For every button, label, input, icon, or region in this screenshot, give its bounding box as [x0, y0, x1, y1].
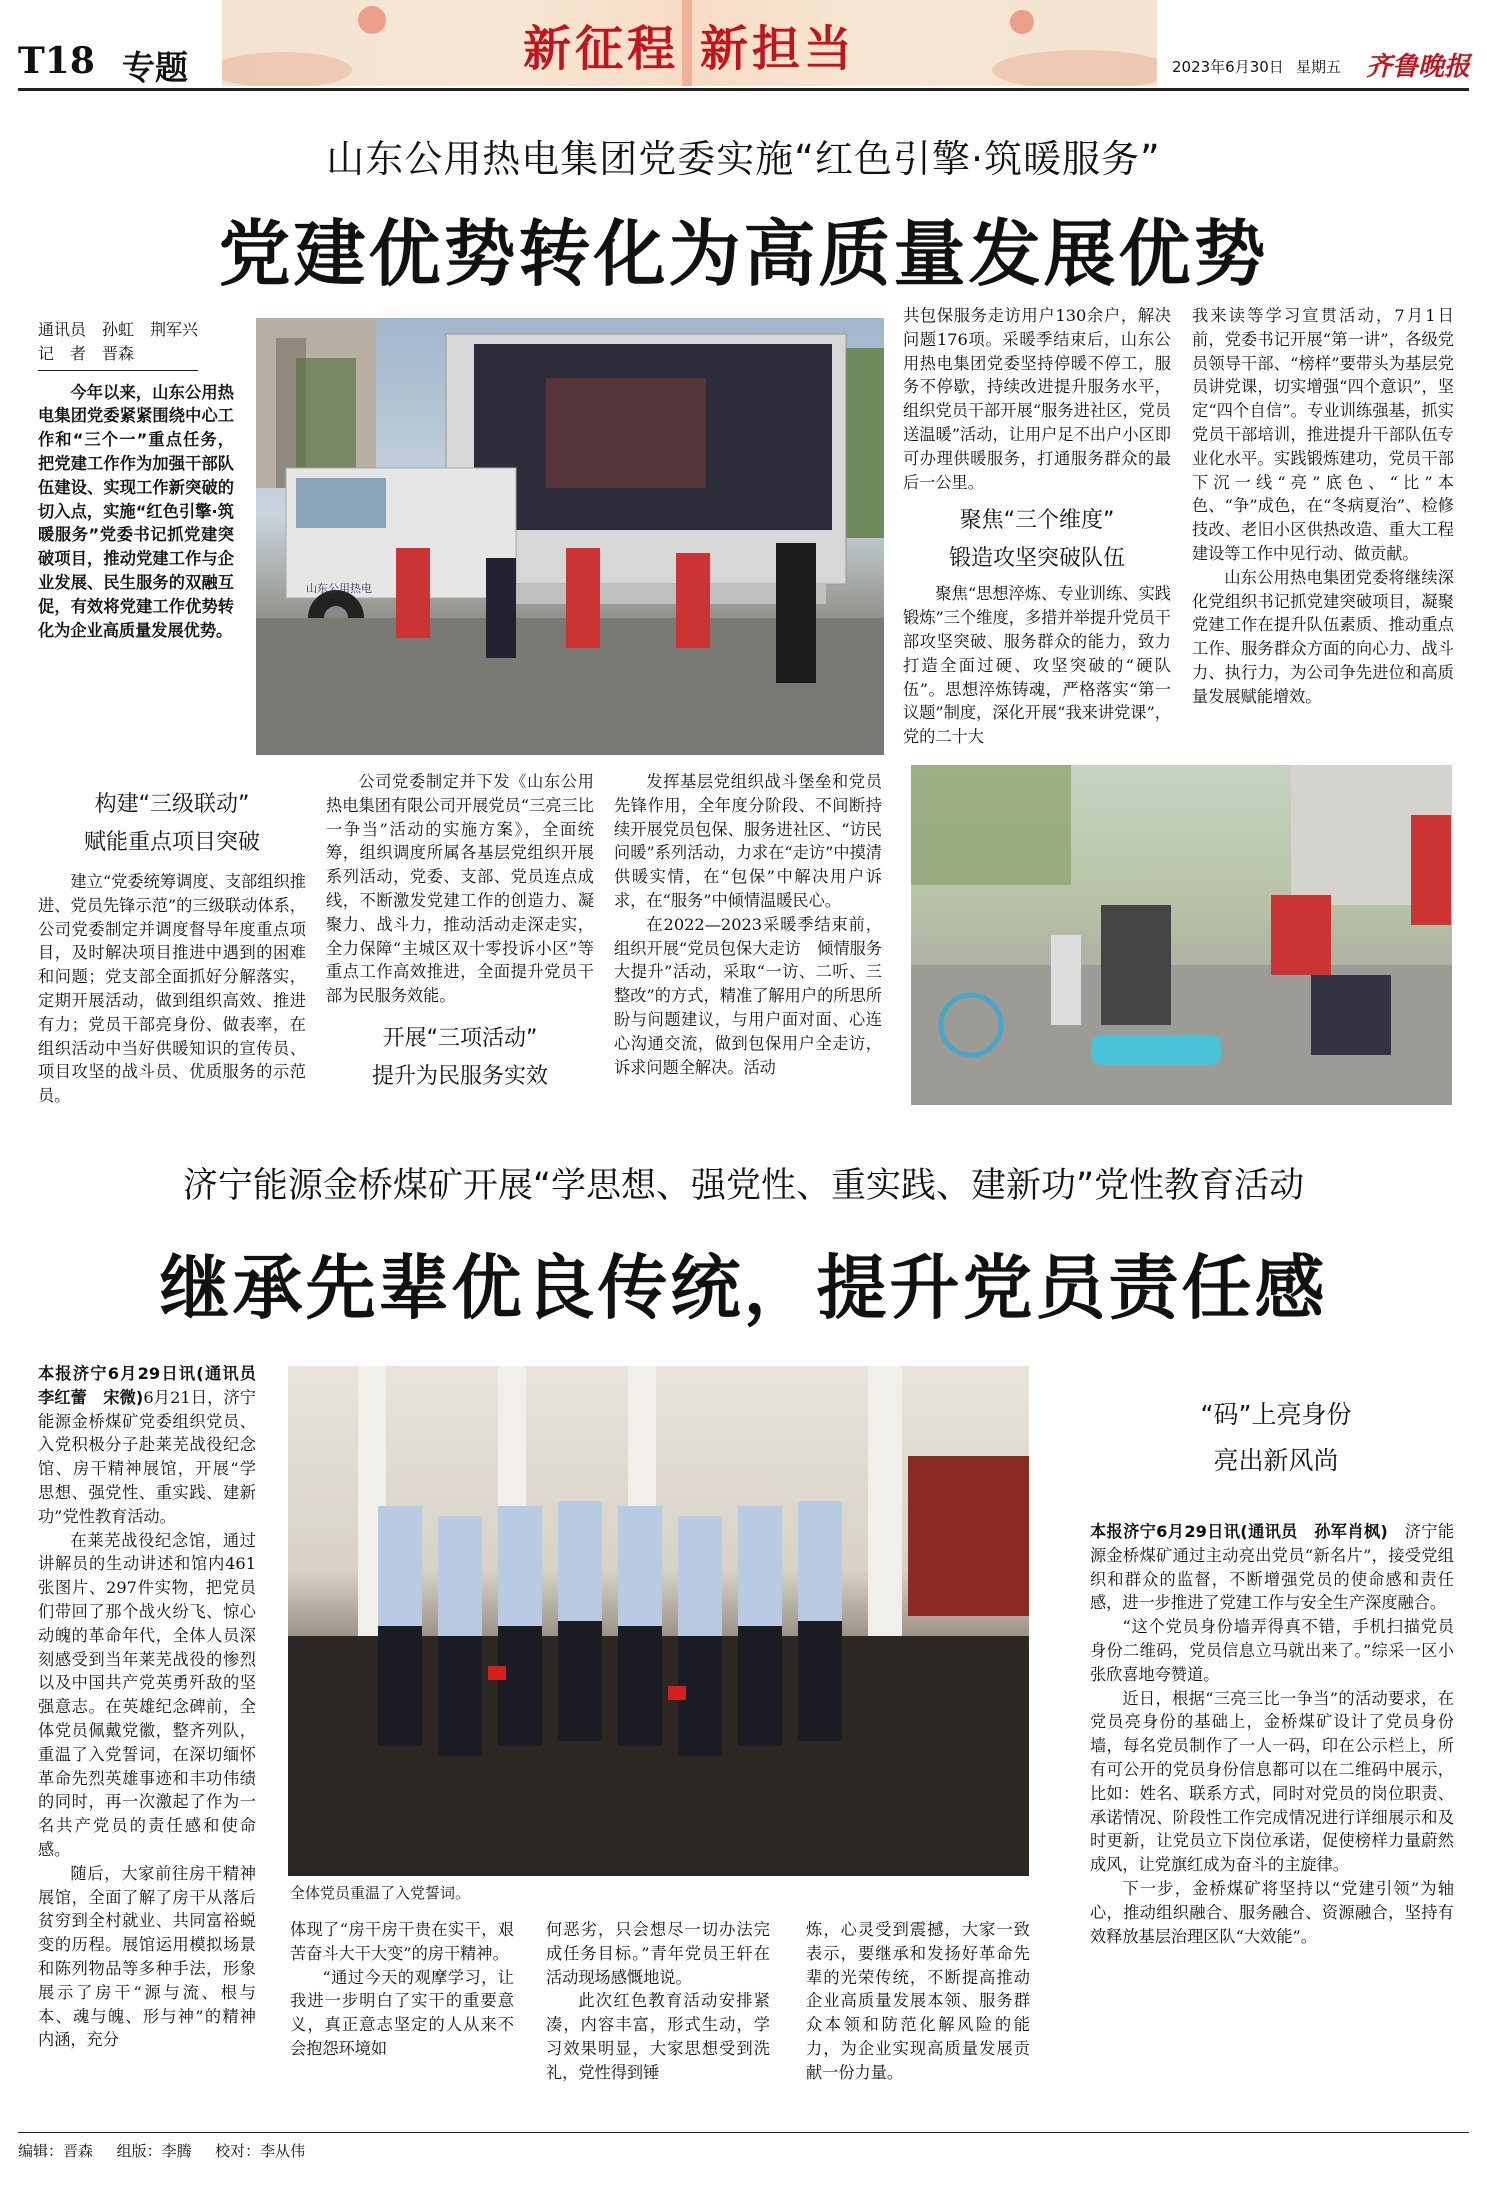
article1-col2-p1: 公司党委制定并下发《山东公用热电集团有限公司开展党员“三亮三比一争当”活动的实施方案》，全面统筹，组织调度所属各基层党组织开展系列活动，党委、支部、党员连点成线，不断激发党建工作的创造力、凝聚力、战斗力，推动活动走深走实，全力保障“主城区双十零投诉小区”等重点工作高效推进，全面提升党员干部为民服务效能。	[326, 772, 594, 1006]
masthead	[0, 0, 1487, 92]
byline-rule	[38, 370, 198, 371]
article2-col1-p3: 随后，大家前往房干精神展馆，全面了解了房干从落后贫穷到全村就业、共同富裕蜕变的历程。展馆运用模拟场景和陈列物品等多种手法，形象展示了房干“源与流、根与本、魂与魄、形与神”的精神内涵，充分	[38, 1863, 256, 2050]
article1-col2	[326, 770, 594, 1096]
article1-headline: 党建优势转化为高质量发展优势	[218, 211, 1269, 296]
article1-subhead1	[38, 786, 306, 862]
article2-col3-p2: 此次红色教育活动安排紧凑，内容丰富，形式生动，学习效果明显，大家思想受到洗礼，党性得到锤	[546, 1991, 770, 2082]
service-scene-icon	[911, 765, 1452, 1105]
article1-lead: 今年以来，山东公用热电集团党委紧紧围绕中心工作和“三个一”重点任务，把党建工作作为加强干部队伍建设、实现工作新突破的切入点，实施“红色引擎·筑暖服务”党委书记抓党建突破项目，推动党建工作与企业发展、民生服务的双融互促，有效将党建工作优势转化为企业高质量发展优势。	[38, 382, 234, 640]
oath-scene-icon	[288, 1366, 1029, 1876]
issue-weekday: 星期五	[1296, 58, 1342, 76]
truck-label: 山东公用热电	[306, 582, 372, 595]
article1-col5-p1: 我来读等学习宣贯活动，7月1日前，党委书记开展“第一讲”，各级党员领导干部、“榜样”要带头为基层党员讲党课，切实增强“四个意识”，坚定“四个自信”。专业训练强基，抓实党员干部培训，推进提升干部队伍专业化水平。实践锻炼建功，党员干部下沉一线“亮”底色、“比”本色、“争”成色，在“冬病夏治”、检修技改、老旧小区供热改造、重大工程建设等工作中见行动、做贡献。	[1192, 306, 1454, 563]
article2-dateline: 本报济宁6月29日讯(通讯员 李红蕾 宋微)	[38, 1364, 273, 1407]
article2-col2-p2: “通过今天的观摩学习，让我进一步明白了实干的重要意义，真正意志坚定的人从来不会抱怨环境如	[290, 1967, 514, 2058]
article1-subhead1-line1: 构建“三级联动”	[94, 792, 250, 817]
footer-editor: 编辑：晋森	[18, 2142, 94, 2160]
article3-headline	[1106, 1392, 1446, 1484]
article2-col3	[546, 1918, 770, 2085]
article2-headline: 继承先辈优良传统，提升党员责任感	[159, 1246, 1328, 1329]
article1-subhead3	[903, 502, 1171, 578]
article1-subhead3-line1: 聚焦“三个维度”	[959, 508, 1115, 534]
article3-headline-line1: “码”上亮身份	[1200, 1400, 1352, 1429]
article1-byline-reporters: 通讯员 孙虹 荆军兴	[38, 320, 199, 339]
article1-photo-truck	[256, 318, 884, 755]
article1-col4	[903, 304, 1171, 749]
article1-col3	[614, 770, 882, 1079]
section-name: 专题	[122, 48, 188, 87]
article1-subhead2	[326, 1020, 594, 1096]
banner-title: 新征程 新担当	[523, 21, 856, 77]
footer-proof: 校对：李从伟	[215, 2142, 306, 2160]
article1-col5-p2: 山东公用热电集团党委将继续深化党组织书记抓党建突破项目，凝聚党建工作在提升队伍素质、推动重点工作、服务群众方面的向心力、战斗力、执行力，为公司争先进位和高质量发展赋能增效。	[1192, 567, 1454, 706]
article1-col1	[38, 786, 306, 1108]
article1-col4-p2: 聚焦“思想淬炼、专业训练、实践锻炼”三个维度，多措并举提升党员干部攻坚突破、服务群众的能力，致力打造全面过硬、攻坚突破的“硬队伍”。思想淬炼铸魂，严格落实“第一议题”制度，深化开展“我来讲党课”，党的二十大	[903, 584, 1171, 747]
issue-date: 2023年6月30日	[1172, 58, 1284, 76]
article3-headline-line2: 亮出新风尚	[1213, 1446, 1339, 1475]
article2-col1	[38, 1362, 273, 2052]
article1-col5	[1192, 304, 1454, 709]
article2-col4	[806, 1918, 1030, 2085]
article2-kicker: 济宁能源金桥煤矿开展“学思想、强党性、重实践、建新功”党性教育活动	[182, 1166, 1305, 1206]
paper-logo: 齐鲁晚报	[1366, 52, 1471, 82]
article2-col4-p1: 炼，心灵受到震撼，大家一致表示，要继承和发扬好革命先辈的光荣传统，不断提高推动企业高质量发展本领、服务群众本领和防范化解风险的能力，为企业实现高质量发展贡献一份力量。	[806, 1920, 1030, 2082]
article1-col1-p1: 建立“党委统筹调度、支部组织推进、党员先锋示范”的三级联动体系，公司党委制定并调度督导年度重点项目，及时解决项目推进中遇到的困难和问题；党支部全面抓好分解落实，定期开展活动，做到组织高效、推进有力；党员干部亮身份、做表率，在组织活动中当好供暖知识的宣传员、项目攻坚的战斗员、优质服务的示范员。	[38, 872, 306, 1106]
article3-body	[1090, 1520, 1454, 1948]
article2-photo-oath	[288, 1366, 1029, 1876]
article3-lead	[1090, 1520, 1454, 1615]
article2-col3-p1: 何恶劣，只会想尽一切办法完成任务目标。”青年党员王轩在活动现场感慨地说。	[546, 1920, 770, 1987]
article2-col2-p1: 体现了“房干房干贵在实干，艰苦奋斗大干大变”的房干精神。	[290, 1920, 514, 1963]
page-number: T18	[18, 40, 95, 82]
article1-subhead2-line1: 开展“三项活动”	[382, 1025, 538, 1051]
article3-p2: “这个党员身份墙弄得真不错，手机扫描党员身份二维码，党员信息立马就出来了。”综采一区小张欣喜地夸赞道。	[1090, 1617, 1454, 1684]
article1-col3-p1: 发挥基层党组织战斗堡垒和党员先锋作用，全年度分阶段、不间断持续开展党员包保、服务进社区、“访民问暖”系列活动，力求在“走访”中摸清供暖实情，在“包保”中解决用户诉求，在“服务”中倾情温暖民心。	[614, 772, 882, 910]
article3-p4: 下一步，金桥煤矿将坚持以“党建引领”为轴心，推动组织融合、服务融合、资源融合，坚持有效释放基层治理区队“大效能”。	[1090, 1878, 1454, 1946]
article1-kicker: 山东公用热电集团党委实施“红色引擎·筑暖服务”	[326, 137, 1161, 181]
masthead-rule	[18, 88, 1469, 91]
article1-subhead3-line2: 锻造攻坚突破队伍	[948, 546, 1125, 572]
article2-col2	[290, 1918, 514, 2061]
article3-p3: 近日，根据“三亮三比一争当”的活动要求，在党员亮身份的基础上，金桥煤矿设计了党员身份墙，每名党员制作了一人一码，印在公示栏上，所有可公开的党员身份信息都可以在二维码中展示，比如：姓名、联系方式，同时对党员的岗位职责、承诺情况、阶段性工作完成情况进行详细展示和及时更新，让党员立下岗位承诺，促使榜样力量蔚然成风，让党旗红成为奋斗的主旋律。	[1090, 1688, 1454, 1875]
article2-photo-caption: 全体党员重温了入党誓词。	[290, 1884, 471, 1902]
article2-lead-text: 6月21日，济宁能源金桥煤矿党委组织党员、入党积极分子赴莱芜战役纪念馆、房干精神展馆，开展“学思想、强党性、重实践、建新功”党性教育活动。	[38, 1387, 256, 1526]
banner	[222, 0, 1157, 86]
truck-scene-icon	[256, 318, 884, 755]
article1-subhead1-line2: 赋能重点项目突破	[83, 830, 260, 855]
article3-dateline: 本报济宁6月29日讯(通讯员 孙军肖枫)	[1090, 1522, 1388, 1541]
article1-subhead2-line2: 提升为民服务实效	[371, 1063, 548, 1089]
footer-rule	[18, 2132, 1469, 2133]
article1-col3-p2: 在2022—2023采暖季结束前，组织开展“党员包保大走访 倾情服务大提升”活动，采取“一访、二听、三整改”的方式，精准了解用户的所思所盼与问题建议，与用户面对面、心连心沟通交流，做到包保用户全走访，诉求问题全解决。活动	[614, 914, 882, 1077]
article1-photo-service	[911, 765, 1452, 1105]
article2-col1-p2: 在莱芜战役纪念馆，通过讲解员的生动讲述和馆内461张图片、297件实物，把党员们带回了那个战火纷飞、惊心动魄的革命年代，全体人员深刻感受到当年莱芜战役的惨烈以及中国共产党英勇歼敌的坚强意志。在英雄纪念碑前，全体党员佩戴党徽，整齐列队，重温了入党誓词，在深切缅怀革命先烈英雄事迹和丰功伟绩的同时，再一次激起了作为一名共产党员的责任感和使命感。	[38, 1530, 256, 1859]
footer-layout: 组版：李腾	[116, 2142, 192, 2160]
footer	[18, 2140, 305, 2161]
article3-lead-text: 济宁能源金桥煤矿通过主动亮出党员“新名片”，接受党组织和群众的监督，不断增强党员的使命感和责任感，进一步推进了党建工作与安全生产深度融合。	[1090, 1522, 1455, 1613]
article2-lead	[38, 1362, 273, 1529]
article1-byline-block	[38, 318, 234, 642]
article1-col4-p1: 共包保服务走访用户130余户，解决问题176项。采暖季结束后，山东公用热电集团党委坚持停暖不停工，服务不停歇，持续改进提升服务水平，组织党员干部开展“服务进社区，党员送温暖”活动，让用户足不出户小区即可办理供暖服务，打通服务群众的最后一公里。	[903, 306, 1171, 492]
article1-byline-journalist: 记 者 晋森	[38, 343, 135, 363]
